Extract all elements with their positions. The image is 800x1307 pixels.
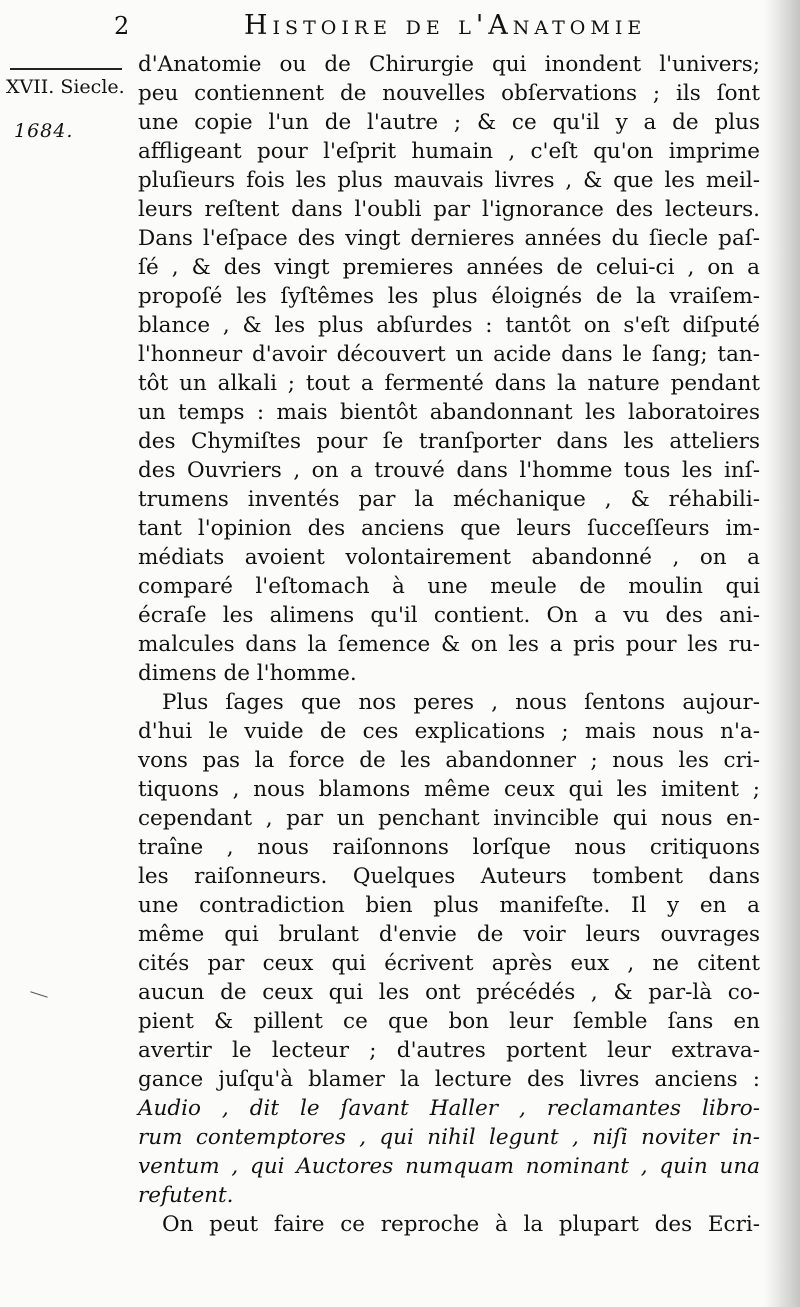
text-line: aucun de ceux qui les ont précédés , & par-là co-	[138, 980, 760, 1005]
text-line: d'hui le vuide de ces explications ; mais nous n'a-	[138, 719, 760, 744]
text-line: leurs reſtent dans l'oubli par l'ignorance des lecteurs.	[138, 197, 760, 222]
text-line: traîne , nous raiſonnons lorſque nous critiquons	[138, 835, 760, 860]
body-text	[138, 50, 760, 1239]
text-line: pluſieurs fois les plus mauvais livres , & que les meil-	[138, 168, 760, 193]
quote-line: Audio , dit le ſavant Haller , reclamantes libro-	[138, 1096, 760, 1121]
page-header	[114, 8, 764, 44]
text-line: peu contiennent de nouvelles obſervations ; ils ſont	[138, 81, 760, 106]
text-line: tiquons , nous blamons même ceux qui les imitent ;	[138, 777, 760, 802]
text-line: vons pas la force de les abandonner ; nous les cri-	[138, 748, 760, 773]
margin-century: XVII. Siecle.	[6, 76, 125, 98]
text-line: tôt un alkali ; tout a fermenté dans la nature pendant	[138, 371, 760, 396]
text-line: Dans l'eſpace des vingt dernieres années du ſiecle paſ-	[138, 226, 760, 251]
page-number: 2	[114, 12, 131, 40]
margin-note	[0, 56, 138, 176]
margin-dash-mark	[30, 991, 47, 998]
quote-line: refutent.	[138, 1183, 234, 1208]
text-line: écraſe les alimens qu'il contient. On a vu des ani-	[138, 603, 760, 628]
text-line: tant l'opinion des anciens que leurs ſucceſſeurs im-	[138, 516, 760, 541]
text-line: même qui brulant d'envie de voir leurs ouvrages	[138, 922, 760, 947]
text-line: des Ouvriers , on a trouvé dans l'homme tous les inſ-	[138, 458, 760, 483]
text-line: cités par ceux qui écrivent après eux , ne citent	[138, 951, 760, 976]
text-line: cependant , par un penchant invincible qui nous en-	[138, 806, 760, 831]
text-line: pient & pillent ce que bon leur ſemble ſans en	[138, 1009, 760, 1034]
text-line: gance juſqu'à blamer la lecture des livres anciens :	[138, 1067, 760, 1092]
text-line: dimens de l'homme.	[138, 661, 357, 686]
text-line: un temps : mais bientôt abandonnant les laboratoires	[138, 400, 760, 425]
text-line: médiats avoient volontairement abandonné , on a	[138, 545, 760, 570]
quote-line: rum contemptores , qui nihil legunt , niſi noviter in-	[138, 1125, 760, 1150]
text-line: affligeant pour l'eſprit humain , c'eſt qu'on imprime	[138, 139, 760, 164]
margin-year: 1684.	[14, 120, 74, 142]
text-line: ſé , & des vingt premieres années de celui-ci , on a	[138, 255, 760, 280]
text-line: blance , & les plus abſurdes : tantôt on s'eſt diſputé	[138, 313, 760, 338]
text-line: d'Anatomie ou de Chirurgie qui inondent l'univers;	[138, 52, 760, 77]
text-line: comparé l'eſtomach à une meule de moulin qui	[138, 574, 760, 599]
margin-rule	[10, 68, 122, 70]
text-line: une contradiction bien plus manifeſte. Il y en a	[138, 893, 760, 918]
text-line: une copie l'un de l'autre ; & ce qu'il y a de plus	[138, 110, 760, 135]
text-line: des Chymiſtes pour ſe tranſporter dans les atteliers	[138, 429, 760, 454]
text-line: les raiſonneurs. Quelques Auteurs tombent dans	[138, 864, 760, 889]
quote-line: ventum , qui Auctores numquam nominant , quin una	[138, 1154, 760, 1179]
text-line: avertir le lecteur ; d'autres portent leur extrava-	[138, 1038, 760, 1063]
text-line: trumens inventés par la méchanique , & réhabili-	[138, 487, 760, 512]
text-line: On peut faire ce reproche à la plupart des Ecri-	[162, 1212, 760, 1237]
text-line: malcules dans la ſemence & on les a pris pour les ru-	[138, 632, 760, 657]
text-line: propoſé les ſyſtêmes les plus éloignés de la vraiſem-	[138, 284, 760, 309]
text-line: l'honneur d'avoir découvert un acide dans le ſang; tan-	[138, 342, 760, 367]
text-line: Plus ſages que nos peres , nous ſentons aujour-	[162, 690, 760, 715]
page-edge-shadow	[764, 0, 800, 1307]
running-title: Histoire de l'Anatomie	[244, 10, 647, 41]
